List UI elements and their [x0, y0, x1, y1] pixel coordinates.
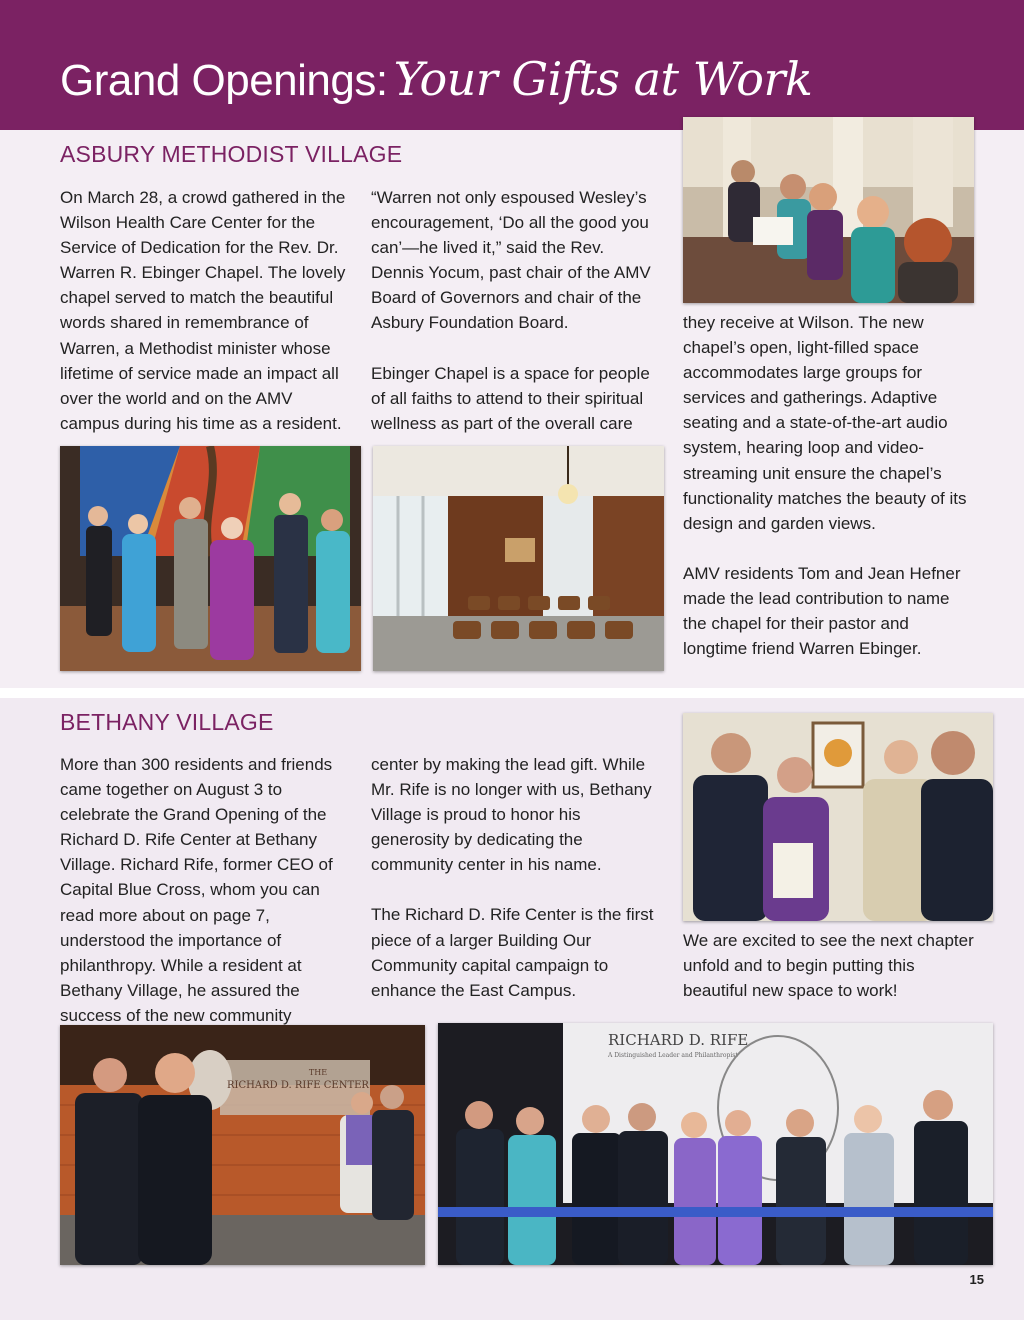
paragraph: AMV residents Tom and Jean Hefner made the lead contribution to name the chapel for their pastor and longtime friend Warren Ebinger.	[683, 563, 961, 659]
page-number: 15	[969, 1272, 984, 1287]
paragraph: “Warren not only espoused Wesley’s encouragement, ‘Do all the good you can’—he lived it,” said the Rev. Dennis Yocum, past chair of the AMV Board of Governors and chair of the Asbury Foundation Board.	[371, 188, 651, 333]
photo-rife-center-sign	[60, 1025, 425, 1265]
photo-guests-conversation	[683, 713, 993, 921]
photo-ribbon-cutting	[438, 1023, 993, 1265]
bethany-column-2	[371, 752, 661, 1003]
paragraph: they receive at Wilson. The new chapel’s open, light-filled space accommodates large groups for services and gatherings. Adaptive seating and a state-of-the-art audio system, hearing loop and video-streaming unit ensure the chapel’s functionality matches the beauty of its design and garden views.	[683, 313, 967, 533]
photo-chapel-service-audience	[683, 117, 974, 303]
section-divider	[0, 688, 1024, 698]
wall-sign-line2: RICHARD D. RIFE CENTER	[227, 1080, 369, 1091]
photo-chapel-interior	[373, 446, 664, 671]
paragraph: We are excited to see the next chapter unfold and to begin putting this beautiful new space to work!	[683, 931, 974, 1001]
asbury-column-2	[371, 185, 661, 436]
bethany-column-1	[60, 752, 350, 1028]
section-heading-asbury: ASBURY METHODIST VILLAGE	[60, 141, 403, 167]
photo-group-stained-glass	[60, 446, 361, 671]
asbury-column-3	[683, 310, 975, 661]
asbury-column-1	[60, 185, 350, 436]
title-main: Grand Openings:	[60, 56, 388, 105]
wall-sign-line1: THE	[308, 1068, 328, 1077]
title-script: Your Gifts at Work	[393, 52, 813, 106]
paragraph: center by making the lead gift. While Mr. Rife is no longer with us, Bethany Village is proud to honor his generosity by dedicating the community center in his name.	[371, 755, 652, 875]
paragraph: More than 300 residents and friends came together on August 3 to celebrate the Grand Opening of the Richard D. Rife Center at Bethany Village. Richard Rife, former CEO of Capital Blue Cross, whom you can read more about on page 7, understood the importance of philanthropy. While a resident at Bethany Village, he assured the success of the new community	[60, 755, 333, 1025]
section-heading-bethany: BETHANY VILLAGE	[60, 709, 274, 735]
paragraph: Ebinger Chapel is a space for people of all faiths to attend to their spiritual wellness as part of the overall care	[371, 363, 650, 433]
paragraph: On March 28, a crowd gathered in the Wilson Health Care Center for the Service of Dedication for the Rev. Dr. Warren R. Ebinger Chapel. The lovely chapel served to match the beautiful words shared in remembrance of Warren, a Methodist minister whose lifetime of service made an impact all over the world and on the AMV campus during his time as a resident.	[60, 188, 346, 433]
page-title	[60, 52, 812, 106]
screen-subtitle: A Distinguished Leader and Philanthropist	[608, 1052, 738, 1059]
screen-title: RICHARD D. RIFE	[608, 1031, 749, 1049]
bethany-column-3	[683, 928, 975, 1003]
paragraph: The Richard D. Rife Center is the first piece of a larger Building Our Community capital campaign to enhance the East Campus.	[371, 905, 654, 1000]
